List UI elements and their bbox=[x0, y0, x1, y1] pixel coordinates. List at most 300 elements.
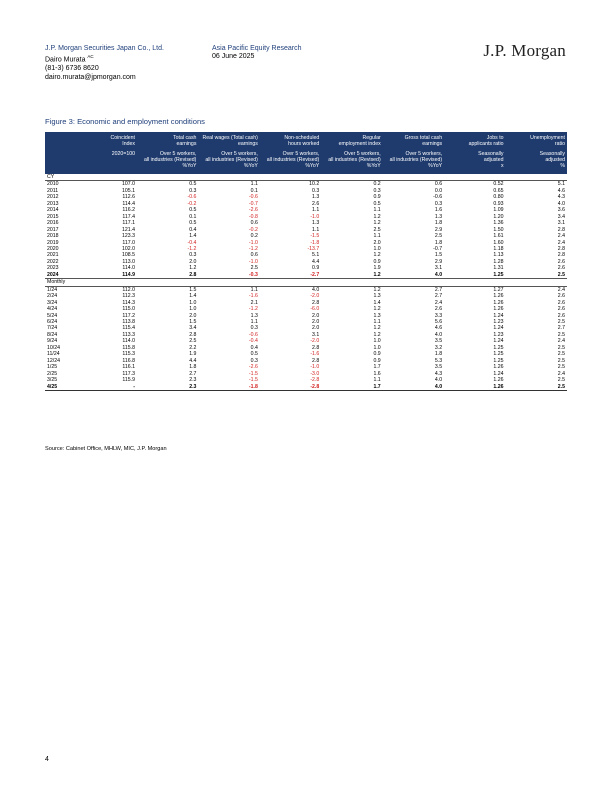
table-cell: 1.3 bbox=[434, 213, 443, 220]
table-cell: 2.0 bbox=[373, 239, 381, 246]
table-cell: 114.0 bbox=[122, 265, 135, 272]
table-cell: 2.5 bbox=[557, 351, 565, 358]
table-cell: 2.7 bbox=[189, 370, 197, 377]
table-cell: 2.4 bbox=[557, 370, 565, 377]
table-cell: 1.25 bbox=[493, 271, 504, 278]
table-cell: 1.9 bbox=[373, 265, 381, 272]
row-label: 2/25 bbox=[47, 370, 58, 377]
table-cell: 2.6 bbox=[557, 293, 565, 300]
table-cell: 1.2 bbox=[373, 271, 381, 278]
column-header: Total cash earnings bbox=[137, 132, 198, 150]
table-cell: -0.8 bbox=[248, 213, 258, 220]
table-cell: 2.8 bbox=[312, 357, 320, 364]
table-cell: 1.24 bbox=[493, 370, 504, 377]
table-cell: 2.5 bbox=[373, 226, 381, 233]
table-cell: 2.9 bbox=[434, 226, 443, 233]
table-cell: 3.1 bbox=[557, 220, 565, 227]
table-cell: 5.1 bbox=[312, 252, 320, 259]
table-cell: 1.31 bbox=[493, 265, 504, 272]
table-cell: 0.3 bbox=[373, 187, 381, 194]
table-cell: -1.6 bbox=[248, 293, 258, 300]
table-cell: 2.7 bbox=[434, 293, 443, 300]
column-header: Gross total cash earnings bbox=[383, 132, 444, 150]
table-cell: 2.0 bbox=[189, 312, 197, 319]
table-cell: 114.0 bbox=[122, 338, 135, 345]
section-row bbox=[45, 174, 567, 181]
table-cell: 2.0 bbox=[312, 318, 320, 325]
column-header: Over 5 workers, all industries (Revised) %YoY bbox=[321, 150, 382, 174]
table-cell: 0.5 bbox=[189, 207, 197, 214]
table-cell: -2.6 bbox=[248, 207, 258, 214]
column-header: Seasonally adjusted % bbox=[506, 150, 567, 174]
author-name: Dairo Murata bbox=[45, 56, 86, 64]
table-cell: 1.2 bbox=[373, 306, 381, 313]
table-cell: 1.1 bbox=[373, 377, 381, 384]
table-cell: 1.1 bbox=[312, 226, 320, 233]
table-cell: 115.8 bbox=[122, 344, 135, 351]
table-cell: 1.26 bbox=[444, 384, 505, 391]
column-header: Over 5 workers, all industries (Revised) %YoY bbox=[137, 150, 198, 174]
table-cell: 2.4 bbox=[557, 239, 565, 246]
table-cell: -0.6 bbox=[248, 194, 258, 201]
column-header bbox=[45, 132, 107, 150]
table-cell: 0.3 bbox=[312, 187, 320, 194]
table-cell: -13.7 bbox=[307, 245, 320, 252]
row-label: 2018 bbox=[47, 233, 59, 240]
table-cell: 1.1 bbox=[312, 207, 320, 214]
table-cell: 1.3 bbox=[312, 194, 320, 201]
table-cell: -1.6 bbox=[310, 351, 320, 358]
table-row bbox=[45, 181, 567, 188]
table-cell: -0.7 bbox=[248, 200, 258, 207]
table-cell: 2.4 bbox=[434, 299, 443, 306]
row-label: 2020 bbox=[47, 245, 59, 252]
table-cell: 0.3 bbox=[250, 325, 258, 332]
table-cell: 1.3 bbox=[312, 220, 320, 227]
table-cell: 2.4 bbox=[557, 286, 565, 293]
table-body bbox=[45, 174, 567, 390]
table-cell: 1.8 bbox=[434, 351, 443, 358]
table-cell: 1.13 bbox=[493, 252, 504, 259]
column-header: Over 5 workers, all industries (Revised) %YoY bbox=[198, 150, 259, 174]
table-cell: 117.1 bbox=[122, 220, 135, 227]
table-cell: 0.5 bbox=[189, 220, 197, 227]
table-cell: -0.6 bbox=[433, 194, 443, 201]
table-cell: 2.8 bbox=[557, 245, 565, 252]
table-cell: 1.2 bbox=[373, 252, 381, 259]
table-cell: 1.26 bbox=[493, 306, 504, 313]
table-row bbox=[45, 272, 567, 279]
table-cell: 2.5 bbox=[557, 331, 565, 338]
table-cell: 116.8 bbox=[122, 357, 135, 364]
row-label: 7/24 bbox=[47, 325, 58, 332]
table-cell: -3.0 bbox=[310, 370, 320, 377]
table-cell: 1.1 bbox=[250, 286, 258, 293]
table-cell: 115.9 bbox=[122, 377, 135, 384]
table-cell: 1.24 bbox=[493, 312, 504, 319]
table-cell: 1.8 bbox=[434, 220, 443, 227]
table-cell: 1.26 bbox=[493, 293, 504, 300]
table-cell: 115.4 bbox=[122, 325, 135, 332]
table-cell: 117.3 bbox=[122, 370, 135, 377]
table-cell: 114.4 bbox=[122, 200, 135, 207]
table-cell: 1.26 bbox=[493, 364, 504, 371]
table-cell: 4.0 bbox=[312, 286, 320, 293]
table-cell: 117.4 bbox=[122, 213, 135, 220]
table-cell: -1.0 bbox=[248, 258, 258, 265]
table-cell: 0.5 bbox=[373, 200, 381, 207]
table-cell: 0.9 bbox=[373, 351, 381, 358]
table-cell: 1.3 bbox=[250, 312, 258, 319]
row-label: 2024 bbox=[47, 271, 59, 278]
table-cell: 121.4 bbox=[122, 226, 135, 233]
table-cell: 1.7 bbox=[373, 364, 381, 371]
table-cell: 4.0 bbox=[434, 331, 443, 338]
table-cell: 2.3 bbox=[137, 384, 198, 391]
author-line bbox=[45, 53, 164, 65]
table-cell: 105.1 bbox=[122, 187, 135, 194]
section-label: Monthly bbox=[45, 279, 567, 286]
table-cell: -0.6 bbox=[248, 331, 258, 338]
row-label: 1/24 bbox=[47, 286, 58, 293]
table-cell: 1.1 bbox=[373, 318, 381, 325]
table-cell: 113.8 bbox=[122, 318, 135, 325]
table-cell: 0.9 bbox=[373, 357, 381, 364]
row-label: 2010 bbox=[47, 181, 59, 188]
column-header: Seasonally adjusted x bbox=[444, 150, 505, 174]
table-cell: 2.8 bbox=[312, 344, 320, 351]
table-cell: 2.6 bbox=[312, 200, 320, 207]
table-cell: 112.3 bbox=[122, 293, 135, 300]
table-cell: 0.80 bbox=[493, 194, 504, 201]
column-header: Real wages (Total cash) earnings bbox=[198, 132, 259, 150]
table-cell: -6.0 bbox=[310, 306, 320, 313]
row-label: 3/25 bbox=[47, 377, 58, 384]
table-cell: 1.1 bbox=[250, 318, 258, 325]
table-cell: 1.5 bbox=[189, 318, 197, 325]
table-cell: 0.93 bbox=[493, 200, 504, 207]
source-note: Source: Cabinet Office, MHLW, MIC, J.P. Morgan bbox=[45, 446, 167, 452]
table-cell: 3.1 bbox=[312, 331, 320, 338]
table-cell: 1.2 bbox=[373, 325, 381, 332]
table-cell: 116.1 bbox=[122, 364, 135, 371]
table-cell: 114.3 bbox=[122, 299, 135, 306]
table-cell: 2.8 bbox=[312, 299, 320, 306]
table-cell: 0.9 bbox=[312, 265, 320, 272]
column-header: Jobs to applicants ratio bbox=[444, 132, 505, 150]
table-cell: 0.9 bbox=[373, 258, 381, 265]
table-cell: 116.2 bbox=[122, 207, 135, 214]
table-cell: 2.8 bbox=[557, 252, 565, 259]
row-label: 11/24 bbox=[47, 351, 60, 358]
table-cell: 3.1 bbox=[434, 265, 443, 272]
section-label: CY bbox=[45, 174, 567, 181]
table-cell: 1.2 bbox=[373, 331, 381, 338]
table-cell: 1.8 bbox=[434, 239, 443, 246]
table-cell: 5.6 bbox=[434, 318, 443, 325]
table-cell: 3.5 bbox=[434, 364, 443, 371]
data-table-container bbox=[45, 132, 567, 391]
row-label: 12/24 bbox=[47, 357, 60, 364]
table-cell: 1.26 bbox=[493, 377, 504, 384]
table-row bbox=[45, 384, 567, 391]
table-cell: 1.25 bbox=[493, 344, 504, 351]
table-cell: 4.0 bbox=[434, 271, 443, 278]
row-label: 2/24 bbox=[47, 293, 58, 300]
row-label: 4/24 bbox=[47, 306, 58, 313]
table-cell: 2.5 bbox=[557, 271, 565, 278]
table-cell: 2.5 bbox=[557, 357, 565, 364]
table-cell: 115.0 bbox=[122, 306, 135, 313]
table-cell: 1.60 bbox=[493, 239, 504, 246]
table-cell: -0.4 bbox=[248, 338, 258, 345]
row-label: 2014 bbox=[47, 207, 59, 214]
table-cell: 0.1 bbox=[250, 187, 258, 194]
table-cell: 113.3 bbox=[122, 331, 135, 338]
table-cell: -1.0 bbox=[248, 239, 258, 246]
header-row-2 bbox=[45, 150, 567, 174]
table-cell: 117.2 bbox=[122, 312, 135, 319]
table-cell: -1.5 bbox=[310, 233, 320, 240]
table-cell: -2.8 bbox=[310, 377, 320, 384]
table-cell: 2.6 bbox=[557, 312, 565, 319]
table-cell: 2.1 bbox=[250, 299, 258, 306]
table-cell: 2.5 bbox=[250, 265, 258, 272]
table-cell: 1.0 bbox=[373, 338, 381, 345]
table-cell: -0.4 bbox=[187, 239, 197, 246]
column-header: Over 5 workers, all industries (Revised) %YoY bbox=[260, 150, 321, 174]
table-cell: -1.2 bbox=[187, 245, 197, 252]
table-cell: 1.0 bbox=[189, 299, 197, 306]
table-cell: 1.28 bbox=[493, 258, 504, 265]
figure-title: Figure 3: Economic and employment conditions bbox=[45, 117, 205, 126]
table-cell: -0.3 bbox=[248, 271, 258, 278]
table-cell: -1.8 bbox=[198, 384, 259, 391]
row-label: 3/24 bbox=[47, 299, 58, 306]
table-cell: 2.8 bbox=[557, 226, 565, 233]
table-cell: -1.5 bbox=[248, 377, 258, 384]
table-cell: 0.5 bbox=[250, 351, 258, 358]
table-cell: 1.1 bbox=[250, 181, 258, 188]
table-cell: 2.4 bbox=[557, 233, 565, 240]
table-cell: 1.5 bbox=[189, 286, 197, 293]
table-cell: 2.5 bbox=[557, 318, 565, 325]
table-cell: 0.1 bbox=[189, 213, 197, 220]
table-cell: 0.3 bbox=[189, 187, 197, 194]
table-cell: 1.0 bbox=[373, 344, 381, 351]
table-cell: 0.2 bbox=[373, 181, 381, 188]
table-cell: 2.6 bbox=[557, 299, 565, 306]
table-cell: 1.8 bbox=[189, 364, 197, 371]
table-cell: -2.8 bbox=[260, 384, 321, 391]
table-cell: 4.3 bbox=[434, 370, 443, 377]
table-cell: 2.5 bbox=[506, 384, 567, 391]
table-cell: 4.0 bbox=[383, 384, 444, 391]
table-cell: 1.7 bbox=[321, 384, 382, 391]
table-cell: 1.23 bbox=[493, 318, 504, 325]
table-cell: 1.6 bbox=[373, 370, 381, 377]
table-cell: 0.3 bbox=[434, 200, 443, 207]
table-cell: 2.0 bbox=[189, 258, 197, 265]
table-cell: 1.23 bbox=[493, 331, 504, 338]
table-cell: - bbox=[107, 384, 137, 391]
table-cell: -1.8 bbox=[310, 239, 320, 246]
table-cell: 1.61 bbox=[493, 233, 504, 240]
row-label: 10/24 bbox=[47, 344, 60, 351]
table-cell: 3.4 bbox=[189, 325, 197, 332]
table-cell: 0.5 bbox=[189, 181, 197, 188]
row-label: 5/24 bbox=[47, 312, 58, 319]
table-cell: 112.6 bbox=[122, 194, 135, 201]
table-cell: 4.3 bbox=[557, 194, 565, 201]
company-name: J.P. Morgan Securities Japan Co., Ltd. bbox=[45, 45, 164, 52]
table-cell: 0.6 bbox=[250, 220, 258, 227]
table-cell: -2.7 bbox=[310, 271, 320, 278]
table-cell: -1.2 bbox=[248, 306, 258, 313]
row-label: 8/24 bbox=[47, 331, 58, 338]
table-cell: 1.27 bbox=[493, 286, 504, 293]
table-cell: -1.5 bbox=[248, 370, 258, 377]
table-cell: 3.3 bbox=[434, 312, 443, 319]
table-cell: 3.2 bbox=[434, 344, 443, 351]
table-cell: 1.25 bbox=[493, 351, 504, 358]
table-cell: 1.24 bbox=[493, 325, 504, 332]
table-cell: 114.9 bbox=[122, 271, 135, 278]
table-cell: -0.6 bbox=[187, 194, 197, 201]
table-cell: 1.24 bbox=[493, 338, 504, 345]
table-cell: 2.8 bbox=[189, 331, 197, 338]
table-cell: 1.4 bbox=[189, 233, 197, 240]
report-date: 06 June 2025 bbox=[212, 53, 255, 61]
table-cell: 1.25 bbox=[493, 357, 504, 364]
table-cell: 1.2 bbox=[373, 286, 381, 293]
table-cell: 2.0 bbox=[312, 312, 320, 319]
table-cell: 2.7 bbox=[434, 286, 443, 293]
table-cell: -0.2 bbox=[248, 226, 258, 233]
column-header: Over 5 workers, all industries (Revised) %YoY bbox=[383, 150, 444, 174]
row-label: 6/24 bbox=[47, 318, 58, 325]
table-cell: 5.3 bbox=[434, 357, 443, 364]
table-cell: 2.6 bbox=[557, 306, 565, 313]
table-cell: 1.09 bbox=[493, 207, 504, 214]
table-cell: 0.6 bbox=[250, 252, 258, 259]
table-cell: 2.9 bbox=[434, 258, 443, 265]
table-cell: 123.3 bbox=[122, 233, 135, 240]
table-cell: 1.0 bbox=[189, 306, 197, 313]
table-cell: 1.2 bbox=[373, 213, 381, 220]
table-cell: 2.5 bbox=[434, 233, 443, 240]
table-cell: -0.2 bbox=[187, 200, 197, 207]
table-cell: 4.6 bbox=[434, 325, 443, 332]
table-cell: 0.52 bbox=[493, 181, 504, 188]
table-cell: 1.18 bbox=[493, 245, 504, 252]
table-cell: 1.50 bbox=[493, 226, 504, 233]
table-cell: 1.9 bbox=[189, 351, 197, 358]
table-cell: 2.0 bbox=[312, 325, 320, 332]
table-cell: 0.2 bbox=[250, 233, 258, 240]
table-cell: 2.5 bbox=[189, 338, 197, 345]
row-label: 1/25 bbox=[47, 364, 58, 371]
table-cell: 2.3 bbox=[189, 377, 197, 384]
table-cell: -0.7 bbox=[433, 245, 443, 252]
table-cell: 5.1 bbox=[557, 181, 565, 188]
author-suffix: AC bbox=[87, 54, 94, 60]
table-cell: 2.7 bbox=[557, 325, 565, 332]
header-mid bbox=[212, 45, 301, 62]
row-label: 2011 bbox=[47, 187, 59, 194]
row-label: 2023 bbox=[47, 265, 59, 272]
table-cell: 0.6 bbox=[434, 181, 443, 188]
table-cell: 1.20 bbox=[493, 213, 504, 220]
row-label: 2016 bbox=[47, 220, 59, 227]
row-label: 9/24 bbox=[47, 338, 58, 345]
table-cell: 4.4 bbox=[312, 258, 320, 265]
table-cell: 10.2 bbox=[309, 181, 320, 188]
column-header: Non-scheduled hours worked bbox=[260, 132, 321, 150]
table-cell: 1.1 bbox=[373, 233, 381, 240]
table-cell: 102.0 bbox=[122, 245, 135, 252]
column-header: Coincident Index bbox=[107, 132, 137, 150]
section-row bbox=[45, 279, 567, 286]
table-cell: 4.4 bbox=[189, 357, 197, 364]
table-cell: 1.36 bbox=[493, 220, 504, 227]
column-header: Unemployment ratio bbox=[506, 132, 567, 150]
table-cell: 1.5 bbox=[434, 252, 443, 259]
table-cell: -2.0 bbox=[310, 293, 320, 300]
page-number: 4 bbox=[45, 756, 49, 763]
table-cell: 1.2 bbox=[189, 265, 197, 272]
table-cell: 115.3 bbox=[122, 351, 135, 358]
table-cell: 4.0 bbox=[557, 200, 565, 207]
table-cell: 1.1 bbox=[373, 207, 381, 214]
table-cell: 4.6 bbox=[557, 187, 565, 194]
table-cell: -2.0 bbox=[310, 338, 320, 345]
table-cell: 117.0 bbox=[122, 239, 135, 246]
row-label: 2021 bbox=[47, 252, 59, 259]
table-cell: 1.6 bbox=[434, 207, 443, 214]
table-cell: 0.4 bbox=[189, 226, 197, 233]
column-header: Regular employment index bbox=[321, 132, 382, 150]
column-header: 2020=100 bbox=[107, 150, 137, 174]
jpmorgan-logo: J.P. Morgan bbox=[483, 41, 566, 60]
table-cell: -1.2 bbox=[248, 245, 258, 252]
author-phone: (81-3) 6736 8620 bbox=[45, 65, 99, 73]
table-cell: -1.0 bbox=[310, 364, 320, 371]
table-cell: 2.5 bbox=[557, 364, 565, 371]
table-cell: 2.6 bbox=[434, 306, 443, 313]
table-cell: 2.4 bbox=[557, 338, 565, 345]
table-cell: 2.2 bbox=[189, 344, 197, 351]
table-row bbox=[45, 286, 567, 293]
table-cell: 3.5 bbox=[434, 338, 443, 345]
table-cell: 107.0 bbox=[122, 181, 135, 188]
row-label: 2019 bbox=[47, 239, 59, 246]
row-label: 2017 bbox=[47, 226, 59, 233]
table-cell: 2.6 bbox=[557, 265, 565, 272]
table-cell: 3.6 bbox=[557, 207, 565, 214]
table-cell: 2.8 bbox=[189, 271, 197, 278]
table-cell: 113.0 bbox=[122, 258, 135, 265]
table-cell: 0.0 bbox=[434, 187, 443, 194]
research-label: Asia Pacific Equity Research bbox=[212, 45, 302, 52]
row-label: 2015 bbox=[47, 213, 59, 220]
author-email[interactable]: dairo.murata@jpmorgan.com bbox=[45, 73, 136, 81]
row-label: 2012 bbox=[47, 194, 59, 201]
table-cell: 4.0 bbox=[434, 377, 443, 384]
table-cell: 1.3 bbox=[373, 293, 381, 300]
table-cell: 112.0 bbox=[122, 286, 135, 293]
table-cell: 2.5 bbox=[557, 377, 565, 384]
